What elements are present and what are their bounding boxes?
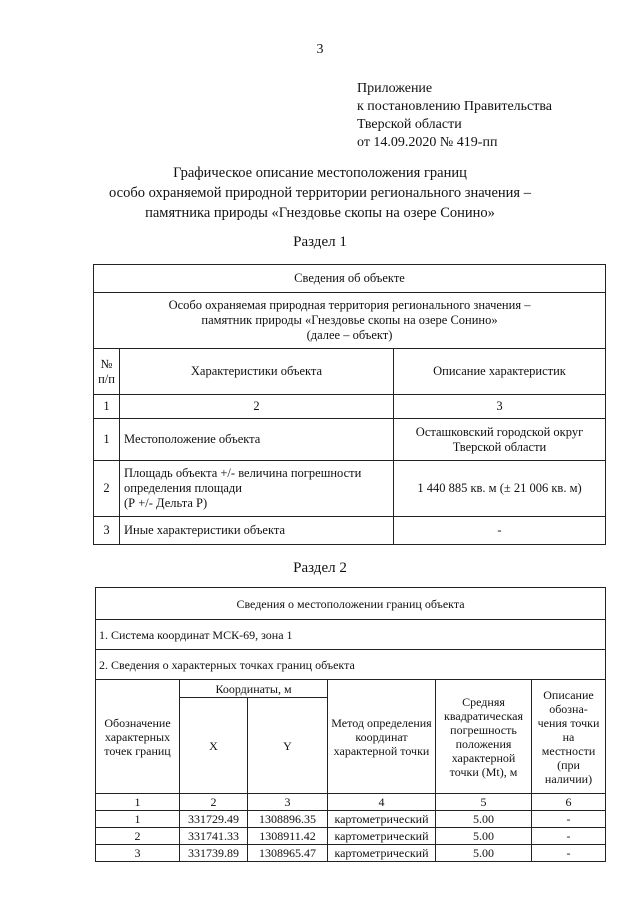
appendix-block [357,80,552,152]
y-cell: 1308965.47 [248,845,328,862]
desc-line: Осташковский городской округ [415,424,584,439]
row-desc: 1 440 885 кв. м (± 21 006 кв. м) [394,461,606,517]
point-cell: 2 [96,828,180,845]
table-row [96,828,606,845]
numbering-cell: 5 [436,794,532,811]
row-num: 3 [94,517,120,545]
coordinate-system: 1. Система координат МСК-69, зона 1 [96,620,606,650]
title-line: особо охраняемой природной территории регионального значения – [109,185,531,201]
row-name [120,461,394,517]
error-cell: 5.00 [436,828,532,845]
title-line: Графическое описание местоположения границ [173,165,467,181]
col-char-header: Характеристики объекта [120,349,394,395]
numbering-cell: 1 [96,794,180,811]
row-desc [394,419,606,461]
table-row [96,811,606,828]
object-description [94,293,606,349]
section1-heading: Раздел 1 [293,234,347,250]
col-x-header: X [180,698,248,794]
col-y-header: Y [248,698,328,794]
row-num: 2 [94,461,120,517]
numbering-cell: 3 [248,794,328,811]
table-row [94,461,606,517]
point-cell: 1 [96,811,180,828]
appendix-line: Тверской области [357,117,462,132]
row-name: Иные характеристики объекта [120,517,394,545]
method-cell: картометрический [328,811,436,828]
numbering-cell: 2 [180,794,248,811]
name-line: Площадь объекта +/- величина погрешности [124,466,362,480]
col-desc-header: Описание характеристик [394,349,606,395]
appendix-line: от 14.09.2020 № 419-пп [357,135,498,150]
error-cell: 5.00 [436,811,532,828]
col-coords-header: Координаты, м [180,680,328,698]
section2-heading: Раздел 2 [293,560,347,576]
numbering-cell: 3 [394,395,606,419]
y-cell: 1308896.35 [248,811,328,828]
col-desc-header: Описание обозна-чения точки на местности (при наличии) [532,680,606,794]
name-line: (Р +/- Дельта Р) [124,496,208,510]
y-cell: 1308911.42 [248,828,328,845]
x-cell: 331741.33 [180,828,248,845]
document-title [0,163,640,223]
table-row [94,419,606,461]
error-cell: 5.00 [436,845,532,862]
table-row [94,517,606,545]
desc-line: Тверской области [452,439,547,454]
desc-cell: - [532,828,606,845]
col-point-header: Обозначение характерных точек границ [96,680,180,794]
table-header: Сведения об объекте [94,265,606,293]
x-cell: 331729.49 [180,811,248,828]
numbering-cell: 6 [532,794,606,811]
numbering-cell: 2 [120,395,394,419]
desc-cell: - [532,845,606,862]
method-cell: картометрический [328,845,436,862]
title-line: памятника природы «Гнездовье скопы на озере Сонино» [145,205,495,221]
object-line: Особо охраняемая природная территория регионального значения – [168,298,531,312]
table-header: Сведения о местоположении границ объекта [96,588,606,620]
row-desc: - [394,517,606,545]
appendix-line: к постановлению Правительства [357,99,553,114]
col-method-header: Метод определения координат характерной точки [328,680,436,794]
appendix-line: Приложение [357,81,433,96]
object-line: памятник природы «Гнездовье скопы на озере Сонино» [201,313,498,327]
table-row [96,845,606,862]
numbering-cell: 1 [94,395,120,419]
name-line: определения площади [124,481,242,495]
method-cell: картометрический [328,828,436,845]
numbering-cell: 4 [328,794,436,811]
object-info-table [93,264,606,545]
point-cell: 3 [96,845,180,862]
x-cell: 331739.89 [180,845,248,862]
points-info: 2. Сведения о характерных точках границ объекта [96,650,606,680]
object-line: (далее – объект) [306,328,393,342]
desc-cell: - [532,811,606,828]
row-num: 1 [94,419,120,461]
col-error-header: Средняя квадратическая погрешность положения характерной точки (Mt), м [436,680,532,794]
page-number: 3 [316,42,324,57]
row-name: Местоположение объекта [120,419,394,461]
boundary-points-table [95,587,606,862]
col-num-header: № п/п [94,349,120,395]
